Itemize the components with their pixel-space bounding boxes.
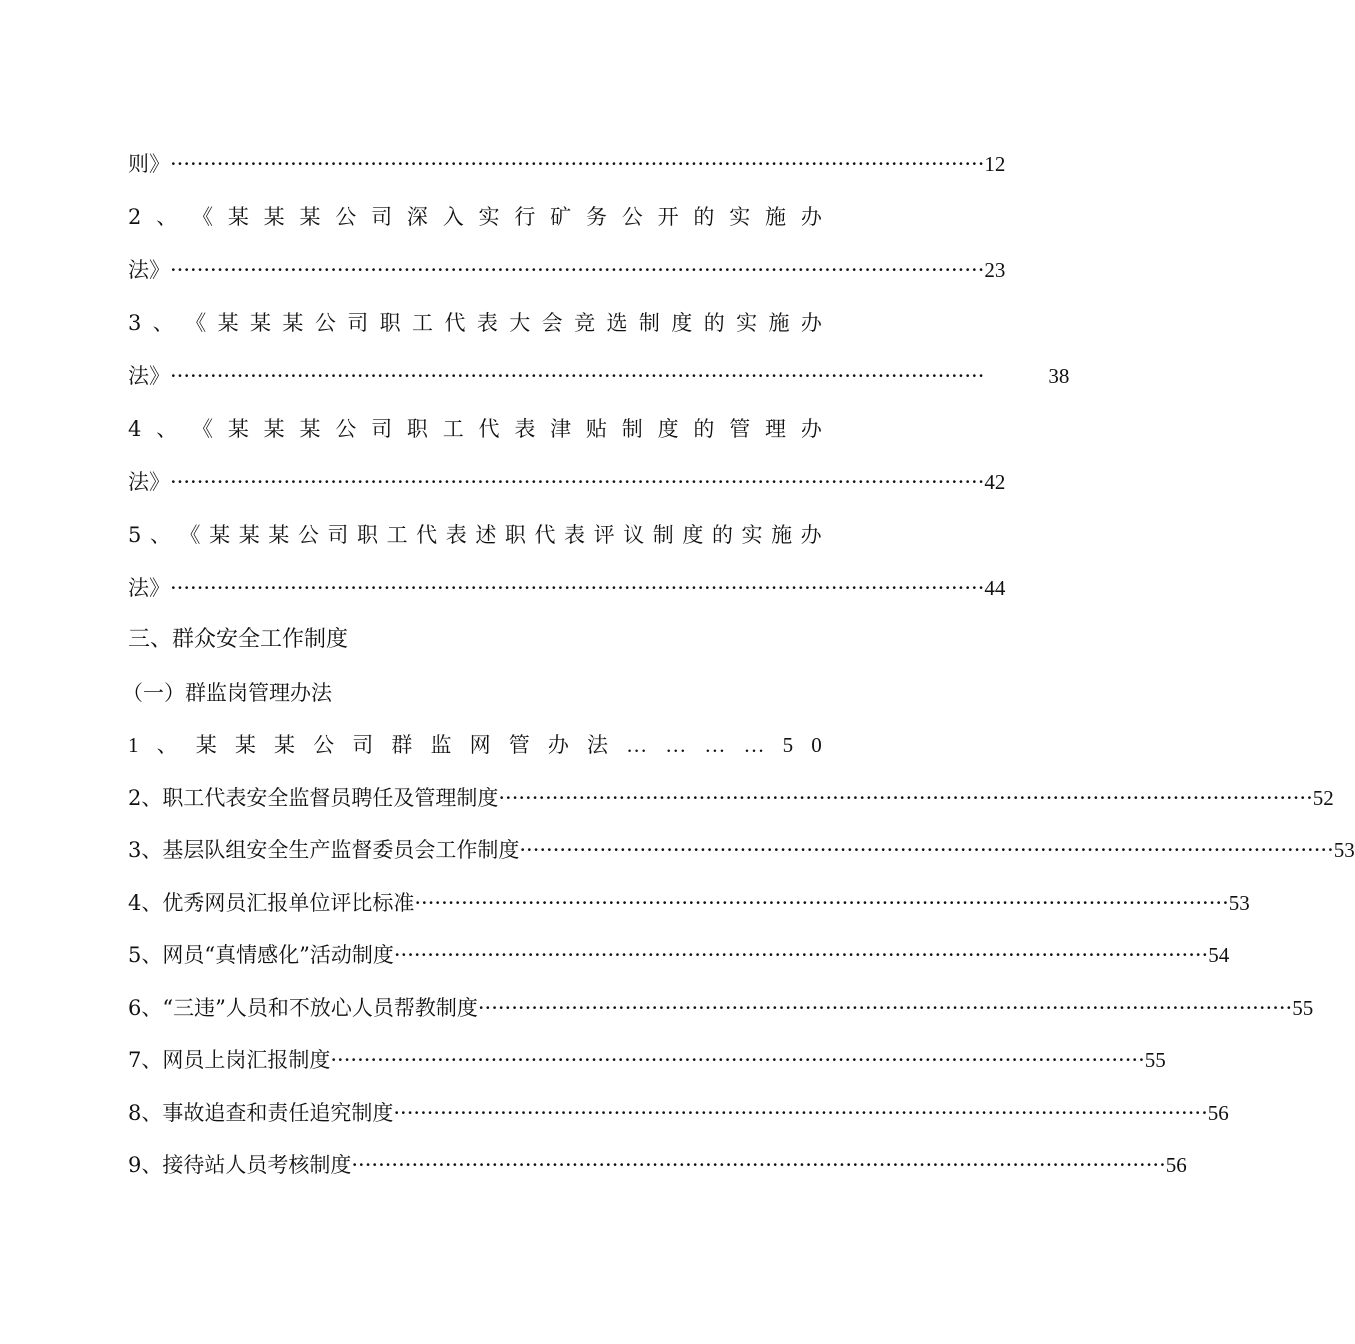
toc-char: 津 xyxy=(550,417,572,441)
toc-char: … xyxy=(626,733,648,757)
toc-char: 施 xyxy=(768,311,790,335)
dot-leader: ·························································································································· xyxy=(170,152,985,176)
toc-char: 4 xyxy=(128,417,142,441)
toc-entry-continuation[interactable] xyxy=(128,570,1006,606)
toc-char: 的 xyxy=(693,417,715,441)
dot-leader: ·························································································································· xyxy=(519,838,1334,862)
toc-char: 办 xyxy=(800,205,822,229)
toc-char: 职 xyxy=(504,523,526,547)
toc-entry[interactable] xyxy=(128,1042,1166,1078)
toc-char: 代 xyxy=(534,523,556,547)
toc-char: 会 xyxy=(541,311,563,335)
toc-page-number: 54 xyxy=(1208,943,1230,967)
toc-entry-continuation[interactable] xyxy=(128,252,1006,288)
toc-char: 司 xyxy=(371,417,393,441)
toc-entry[interactable] xyxy=(128,937,1230,973)
toc-char: 某 xyxy=(227,417,249,441)
toc-page-number: 52 xyxy=(1312,786,1334,810)
toc-char: 公 xyxy=(297,523,319,547)
toc-char: 、 xyxy=(152,311,174,335)
toc-char: 贴 xyxy=(585,417,607,441)
toc-char: 某 xyxy=(274,733,295,757)
toc-char: 办 xyxy=(800,311,822,335)
toc-char: 职 xyxy=(357,523,378,547)
toc-char: 竞 xyxy=(574,311,596,335)
dot-leader: ·························································································································· xyxy=(170,470,985,494)
toc-char: 办 xyxy=(800,417,822,441)
toc-char: 选 xyxy=(606,311,628,335)
toc-char: 实 xyxy=(741,523,763,547)
toc-char: 公 xyxy=(335,205,357,229)
dot-leader: ·························································································································· xyxy=(393,943,1209,967)
subsection-heading[interactable]: （一）群监岗管理办法 xyxy=(122,681,332,705)
toc-char: 、 xyxy=(149,523,171,547)
toc-char: … xyxy=(665,733,687,757)
dot-leader: ·························································································································· xyxy=(498,786,1313,810)
toc-char: 《 xyxy=(192,205,213,229)
toc-page-number: 12 xyxy=(984,152,1006,176)
toc-entry[interactable] xyxy=(128,885,1250,921)
toc-char: 职 xyxy=(406,417,428,441)
toc-char: 表 xyxy=(445,523,467,547)
toc-page-number: 55 xyxy=(1292,996,1314,1020)
toc-char: 某 xyxy=(238,523,260,547)
toc-entry-title-line[interactable] xyxy=(128,305,822,341)
dot-leader: ·························································································································· xyxy=(414,891,1229,915)
toc-char: 办 xyxy=(800,523,822,547)
dot-leader: ·························································································································· xyxy=(351,1153,1166,1177)
toc-char: 《 xyxy=(192,417,213,441)
toc-char: 、 xyxy=(156,733,178,757)
toc-entry-title: 则》 xyxy=(128,152,170,176)
toc-entry[interactable] xyxy=(128,1095,1229,1131)
toc-char: 度 xyxy=(657,417,679,441)
toc-char: 、 xyxy=(156,205,178,229)
toc-entry-title: 9、接待站人员考核制度 xyxy=(128,1153,352,1177)
toc-char: 公 xyxy=(313,733,335,757)
toc-char: 某 xyxy=(250,311,271,335)
toc-entry-continuation[interactable] xyxy=(128,358,1070,394)
toc-char: 司 xyxy=(371,205,393,229)
toc-char: 2 xyxy=(128,205,142,229)
toc-char: 表 xyxy=(476,311,498,335)
toc-char: 1 xyxy=(128,733,139,757)
toc-page-number: 56 xyxy=(1207,1101,1229,1125)
toc-char: 大 xyxy=(509,311,531,335)
toc-char: 矿 xyxy=(550,205,572,229)
toc-char: 的 xyxy=(703,311,725,335)
toc-char: 制 xyxy=(638,311,660,335)
toc-entry-title: 8、事故追查和责任追究制度 xyxy=(128,1101,394,1125)
toc-char: 公 xyxy=(335,417,357,441)
toc-char: 评 xyxy=(593,523,615,547)
toc-entry[interactable] xyxy=(128,1147,1187,1183)
toc-page-number: 44 xyxy=(984,576,1006,600)
toc-char: 代 xyxy=(478,417,500,441)
dot-leader: ·························································································································· xyxy=(330,1048,1145,1072)
toc-char: 工 xyxy=(442,417,464,441)
toc-char: 某 xyxy=(282,311,304,335)
toc-char: 群 xyxy=(391,733,413,757)
toc-char: 职 xyxy=(379,311,401,335)
toc-char: 施 xyxy=(771,523,793,547)
toc-entry-title: 6、“三违”人员和不放心人员帮教制度 xyxy=(128,996,478,1020)
toc-entry-title: 5、网员“真情感化”活动制度 xyxy=(128,943,394,967)
toc-entry-title-line[interactable] xyxy=(128,199,822,235)
toc-char: 某 xyxy=(217,311,239,335)
toc-char: 3 xyxy=(128,311,142,335)
dot-leader: ·························································································································· xyxy=(393,1101,1208,1125)
toc-entry-title: 2、职工代表安全监督员聘任及管理制度 xyxy=(128,786,499,810)
toc-char: 开 xyxy=(657,205,679,229)
toc-char: 5 xyxy=(128,523,142,547)
toc-page-number: 23 xyxy=(984,258,1006,282)
toc-char: 入 xyxy=(442,205,464,229)
toc-char: 制 xyxy=(621,417,643,441)
toc-entry-title: 3、基层队组安全生产监督委员会工作制度 xyxy=(128,838,520,862)
toc-char: 0 xyxy=(811,733,822,757)
toc-char: 制 xyxy=(652,523,674,547)
dot-leader: ·························································································································· xyxy=(477,996,1293,1020)
toc-entry-title: 4、优秀网员汇报单位评比标准 xyxy=(128,891,415,915)
toc-char: 司 xyxy=(327,523,349,547)
toc-char: 议 xyxy=(623,523,645,547)
toc-char: 表 xyxy=(564,523,586,547)
toc-char: 工 xyxy=(412,311,434,335)
toc-char: 网 xyxy=(469,733,491,757)
toc-char: 理 xyxy=(765,417,786,441)
toc-entry-title: 法》 xyxy=(128,470,170,494)
toc-char: 办 xyxy=(547,733,569,757)
toc-entry-title: 法》 xyxy=(128,576,170,600)
toc-entry-title: 法》 xyxy=(128,364,170,388)
toc-entry-continuation[interactable] xyxy=(128,464,1006,500)
toc-char: 实 xyxy=(736,311,758,335)
toc-char: 施 xyxy=(765,205,786,229)
toc-char: 某 xyxy=(299,205,321,229)
section-heading[interactable]: 三、群众安全工作制度 xyxy=(128,627,349,652)
toc-char: 实 xyxy=(729,205,751,229)
toc-page-number: 42 xyxy=(984,470,1006,494)
toc-char: 某 xyxy=(268,523,290,547)
toc-page-number: 53 xyxy=(1228,891,1250,915)
toc-entry-continuation[interactable] xyxy=(128,146,1006,182)
dot-leader: ·························································································································· xyxy=(170,576,985,600)
toc-entry[interactable] xyxy=(128,990,1314,1026)
toc-char: 某 xyxy=(195,733,217,757)
toc-entry-title: 7、网员上岗汇报制度 xyxy=(128,1048,331,1072)
dot-leader: ·························································································································· xyxy=(170,258,985,282)
toc-char: 公 xyxy=(314,311,336,335)
toc-page-number: 56 xyxy=(1165,1153,1187,1177)
toc-char: 的 xyxy=(693,205,715,229)
toc-char: … xyxy=(743,733,765,757)
toc-char: 《 xyxy=(185,311,207,335)
toc-char: 法 xyxy=(587,733,608,757)
toc-char: 监 xyxy=(430,733,452,757)
toc-char: 某 xyxy=(299,417,321,441)
toc-entry-title-line[interactable] xyxy=(128,517,822,553)
toc-char: 管 xyxy=(729,417,751,441)
toc-char: 代 xyxy=(444,311,466,335)
toc-char: 管 xyxy=(508,733,530,757)
toc-char: 度 xyxy=(671,311,693,335)
toc-char: 度 xyxy=(682,523,704,547)
dot-leader: ·························································································································· xyxy=(170,364,985,388)
toc-char: 表 xyxy=(514,417,536,441)
toc-entry-title: 法》 xyxy=(128,258,170,282)
toc-char: 某 xyxy=(263,205,285,229)
toc-char: 务 xyxy=(585,205,607,229)
toc-char: 《 xyxy=(179,523,201,547)
toc-char: 5 xyxy=(782,733,794,757)
toc-char: 某 xyxy=(263,417,285,441)
toc-char: 某 xyxy=(234,733,256,757)
toc-char: 某 xyxy=(209,523,231,547)
toc-char: 司 xyxy=(352,733,374,757)
toc-char: 的 xyxy=(711,523,733,547)
toc-char: 行 xyxy=(514,205,536,229)
toc-entry-title-line[interactable] xyxy=(128,411,822,447)
toc-entry[interactable] xyxy=(128,780,1334,816)
toc-char: 司 xyxy=(347,311,369,335)
toc-entry[interactable] xyxy=(128,832,1355,868)
toc-page-number: 38 xyxy=(1048,364,1070,388)
toc-char: … xyxy=(704,733,726,757)
toc-page-number: 55 xyxy=(1144,1048,1166,1072)
toc-char: 工 xyxy=(386,523,408,547)
toc-char: 代 xyxy=(416,523,438,547)
toc-char: 述 xyxy=(475,523,497,547)
toc-page-number: 53 xyxy=(1333,838,1355,862)
toc-char: 某 xyxy=(227,205,249,229)
toc-char: 实 xyxy=(478,205,500,229)
toc-char: 深 xyxy=(406,205,428,229)
toc-char: 、 xyxy=(156,417,178,441)
toc-char: 公 xyxy=(621,205,643,229)
toc-entry[interactable] xyxy=(128,727,822,763)
